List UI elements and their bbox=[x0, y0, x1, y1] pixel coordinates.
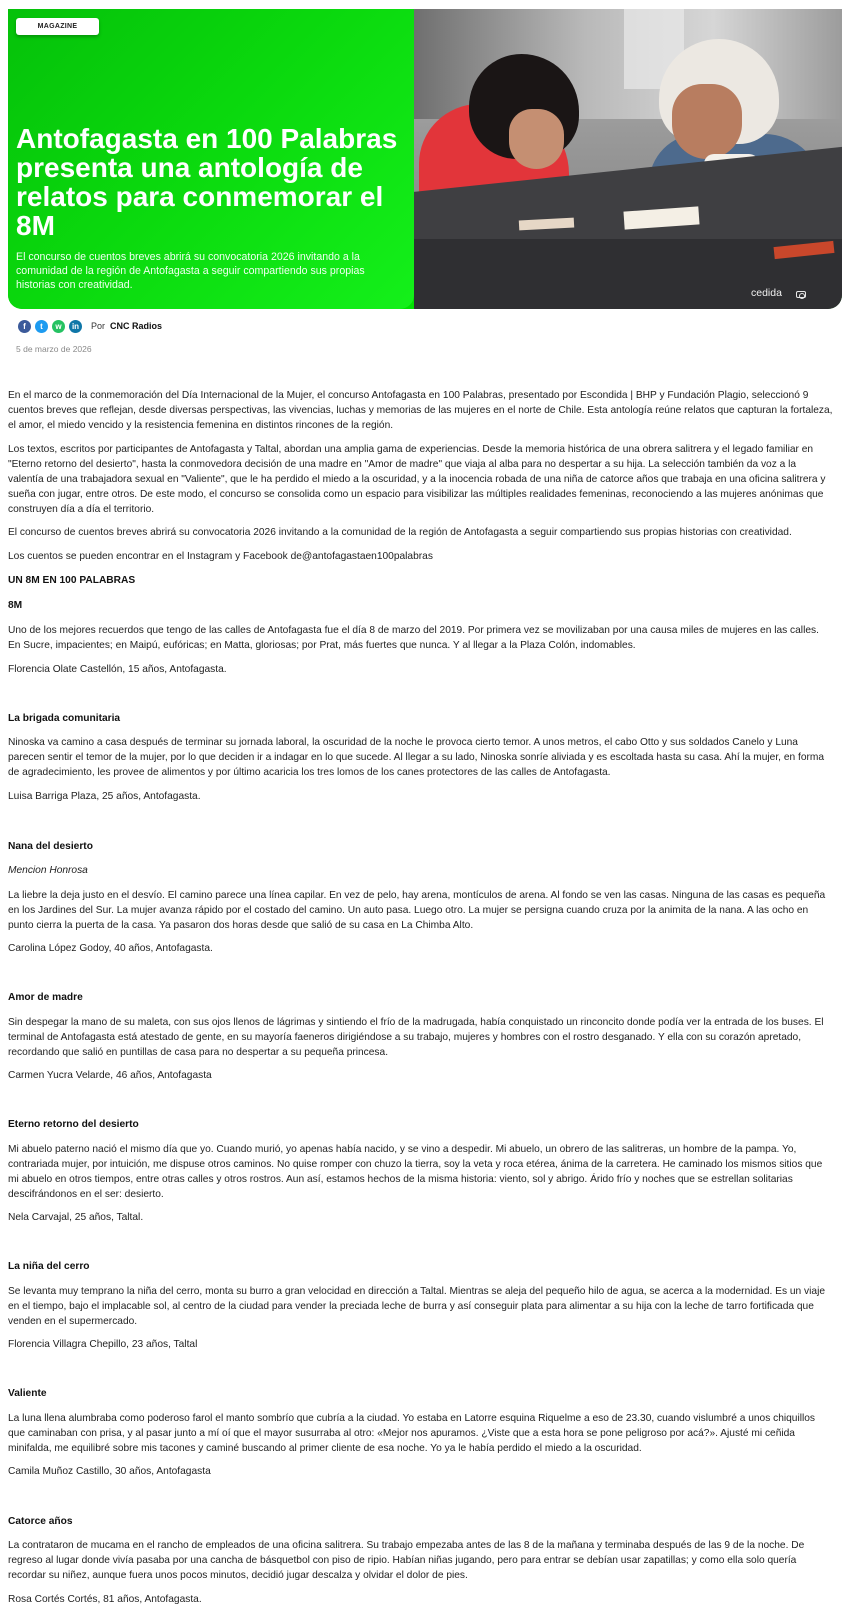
camera-icon bbox=[796, 291, 806, 298]
story-title: Amor de madre bbox=[8, 992, 83, 1003]
whatsapp-icon[interactable]: w bbox=[52, 320, 65, 333]
story-text: Ninoska va camino a casa después de terminar su jornada laboral, la oscuridad de la noche le provoca cierto temor. A unos metros, el cabo Otto y sus soldados Canelo y Luna parecen sentir el temor de la mujer, por lo que deciden ir a indagar en lo que sucede. Al llegar a su lado, Ninoska sonríe aliviada y es escoltada hasta su casa. Ahí la mujer, en forma de agradecimiento, les provee de alimentos y por último acaricia los tres lomos de los canes protectores de las calles de Antofagasta. bbox=[8, 737, 825, 778]
story-title: La brigada comunitaria bbox=[8, 713, 121, 724]
article-subhead: El concurso de cuentos breves abrirá su convocatoria 2026 invitando a la comunidad de la región de Antofagasta a seguir compartiendo sus propias historias con creatividad. bbox=[16, 251, 365, 291]
story-note: Mencion Honrosa bbox=[8, 865, 88, 876]
story-author: Nela Carvajal, 25 años, Taltal. bbox=[8, 1212, 144, 1223]
byline-author[interactable]: CNC Radios bbox=[110, 321, 163, 331]
story-text: La liebre la deja justo en el desvío. El camino parece una línea capilar. En vez de pelo, hay arena, montículos de arena. Al fondo se ven las casas. Ninguna de las casas es pequeña en los Jardines del Sur. La mujer avanza rápido por el costado del camino. Un auto pasa. Luego otro. La mujer se persigna cuando cruza por la animita de la nana. A las ocho en punto cierra la puerta de la casa. Ya pasaron dos horas desde que salió de su casa en La Chimba Alto. bbox=[8, 890, 826, 931]
linkedin-icon[interactable]: in bbox=[69, 320, 82, 333]
byline bbox=[91, 321, 162, 331]
story-title: La niña del cerro bbox=[8, 1261, 90, 1272]
story-author: Carmen Yucra Velarde, 46 años, Antofagasta bbox=[8, 1070, 212, 1081]
story-title: Catorce años bbox=[8, 1516, 73, 1527]
story-text: Sin despegar la mano de su maleta, con sus ojos llenos de lágrimas y sintiendo el frío de la madrugada, había conquistado un rinconcito donde podía ver la entrada de los buses. El terminal de Antofagasta está atestado de gente, en su mayoría faeneros dirigiéndose a su trabajo, mujeres y hombres con el rostro desganado. Y ella con su corazón apretado, recordando que salió en puntillas de casa para no despertar a su pequeña princesa. bbox=[8, 1017, 824, 1058]
photo-credit: cedida bbox=[751, 287, 782, 299]
intro-paragraph-2: Los textos, escritos por participantes de Antofagasta y Taltal, abordan una amplia gama de experiencias. Desde la memoria histórica de una obrera salitrera y el legado familiar en "Eterno retorno del desierto", hasta la conmovedora decisión de una madre en "Amor de madre" que viaja al alba para no despertar a su hija. La selección también da voz a la valentía de una trabajadora sexual en "Valiente", que le ha perdido el miedo a la oscuridad, y a la inocencia robada de una niña de catorce años que trabaja en una oficina salitrera y sueña con jugar, entre otros. De este modo, el concurso se consolida como un espacio para visibilizar las múltiples realidades femeninas, reconociendo a las mujeres anónimas que construyen día a día el territorio. bbox=[8, 444, 826, 515]
twitter-icon[interactable]: t bbox=[35, 320, 48, 333]
intro-paragraph-3: El concurso de cuentos breves abrirá su convocatoria 2026 invitando a la comunidad de la región de Antofagasta a seguir compartiendo sus propias historias con creatividad. bbox=[8, 527, 792, 538]
story-text: La luna llena alumbraba como poderoso farol el manto sombrío que cubría a la ciudad. Yo estaba en Latorre esquina Riquelme a eso de 23.30, cuando vislumbré a unos chiquillos que caminaban con prisa, y al pasar junto a mí oí que el mayor susurraba al otro: «Mejor nos apuramos. ¿Viste que a esta hora se pone peligroso por acá?». Ajusté mi ceñida minifalda, me equilibré sobre mis tacones y caminé buscando al primer cliente de esa noche. Yo ya le había perdido el miedo a la oscuridad. bbox=[8, 1413, 816, 1454]
story-text: Uno de los mejores recuerdos que tengo de las calles de Antofagasta fue el día 8 de marzo del 2019. Por primera vez se movilizaban por una causa miles de mujeres en las calles. En Sucre, impacientes; en Maipú, eufóricas; en Matta, gloriosas; por Prat, más fuertes que nunca. Y al llegar a la Plaza Colón, indomables. bbox=[8, 625, 819, 651]
story-text: La contrataron de mucama en el rancho de empleados de una oficina salitrera. Su trabajo empezaba antes de las 8 de la mañana y terminaba después de las 9 de la noche. De regreso al lugar donde vivía pasaba por una cancha de básquetbol con piso de ripio. Habían niñas jugando, pero para entrar se debían usar zapatillas; y como ella solo quería recordar su niñez, aunque fuera unos pocos minutos, decidió jugar descalza y olvidar el dolor de pies. bbox=[8, 1540, 805, 1581]
hero-photo bbox=[414, 9, 842, 309]
byline-prefix: Por bbox=[91, 321, 106, 331]
story-title: Eterno retorno del desierto bbox=[8, 1119, 139, 1130]
story-author: Camila Muñoz Castillo, 30 años, Antofagasta bbox=[8, 1466, 211, 1477]
story-author: Carolina López Godoy, 40 años, Antofagasta. bbox=[8, 943, 213, 954]
hero-banner bbox=[8, 9, 842, 309]
story-author: Rosa Cortés Cortés, 81 años, Antofagasta. bbox=[8, 1594, 202, 1605]
story-title: 8M bbox=[8, 600, 23, 611]
story-author: Florencia Villagra Chepillo, 23 años, Taltal bbox=[8, 1339, 198, 1350]
story-title: Valiente bbox=[8, 1388, 47, 1399]
facebook-icon[interactable]: f bbox=[18, 320, 31, 333]
hero-green-panel bbox=[8, 9, 414, 309]
story-title: Nana del desierto bbox=[8, 841, 93, 852]
share-bar bbox=[18, 320, 82, 333]
publish-date: 5 de marzo de 2026 bbox=[16, 344, 92, 354]
story-text: Se levanta muy temprano la niña del cerro, monta su burro a gran velocidad en dirección a Taltal. Mientras se aleja del pequeño hilo de agua, se acerca a la modernidad. Es un viaje en el tiempo, bajo el implacable sol, al centro de la ciudad para vender la preciada leche de burra y así conseguir plata para alimentar a su hija con la leche de tarro fortificada que venden en el supermercado. bbox=[8, 1286, 825, 1327]
story-text: Mi abuelo paterno nació el mismo día que yo. Cuando murió, yo apenas había nacido, y se vino a despedir. Mi abuelo, un obrero de las salitreras, un hombre de la pampa. Yo, contrariada mujer, por intuición, me dispuse otros caminos. No quise romper con chuzo la tierra, soy la veta y roca etérea, ánima de la carretera. He caminado los mismos sitios que mi abuelo en otros tiempos, entre otras calles y otros rostros. Aun así, estamos hechos de la misma historia: viento, sol y abrigo. Árido frío y noches que se estrellan solitarias descifrándonos en el ser: desierto. bbox=[8, 1144, 823, 1200]
section-title: UN 8M EN 100 PALABRAS bbox=[8, 575, 136, 586]
story-author: Florencia Olate Castellón, 15 años, Antofagasta. bbox=[8, 664, 227, 675]
intro-paragraph-4: Los cuentos se pueden encontrar en el Instagram y Facebook de@antofagastaen100palabras bbox=[8, 551, 433, 562]
article-headline: Antofagasta en 100 Palabras presenta una antología de relatos para conmemorar el 8M bbox=[16, 123, 398, 241]
intro-paragraph-1: En el marco de la conmemoración del Día Internacional de la Mujer, el concurso Antofagasta en 100 Palabras, presentado por Escondida | BHP y Fundación Plagio, seleccionó 9 cuentos breves que reflejan, desde diversas perspectivas, las vivencias, luchas y memorias de las mujeres en el norte de Chile. Esta antología reúne relatos que capturan la fortaleza, el amor, el miedo vencido y la resistencia femenina en distintos rincones de la región. bbox=[8, 390, 833, 431]
category-badge[interactable]: MAGAZINE bbox=[16, 18, 99, 35]
story-author: Luisa Barriga Plaza, 25 años, Antofagasta. bbox=[8, 791, 201, 802]
